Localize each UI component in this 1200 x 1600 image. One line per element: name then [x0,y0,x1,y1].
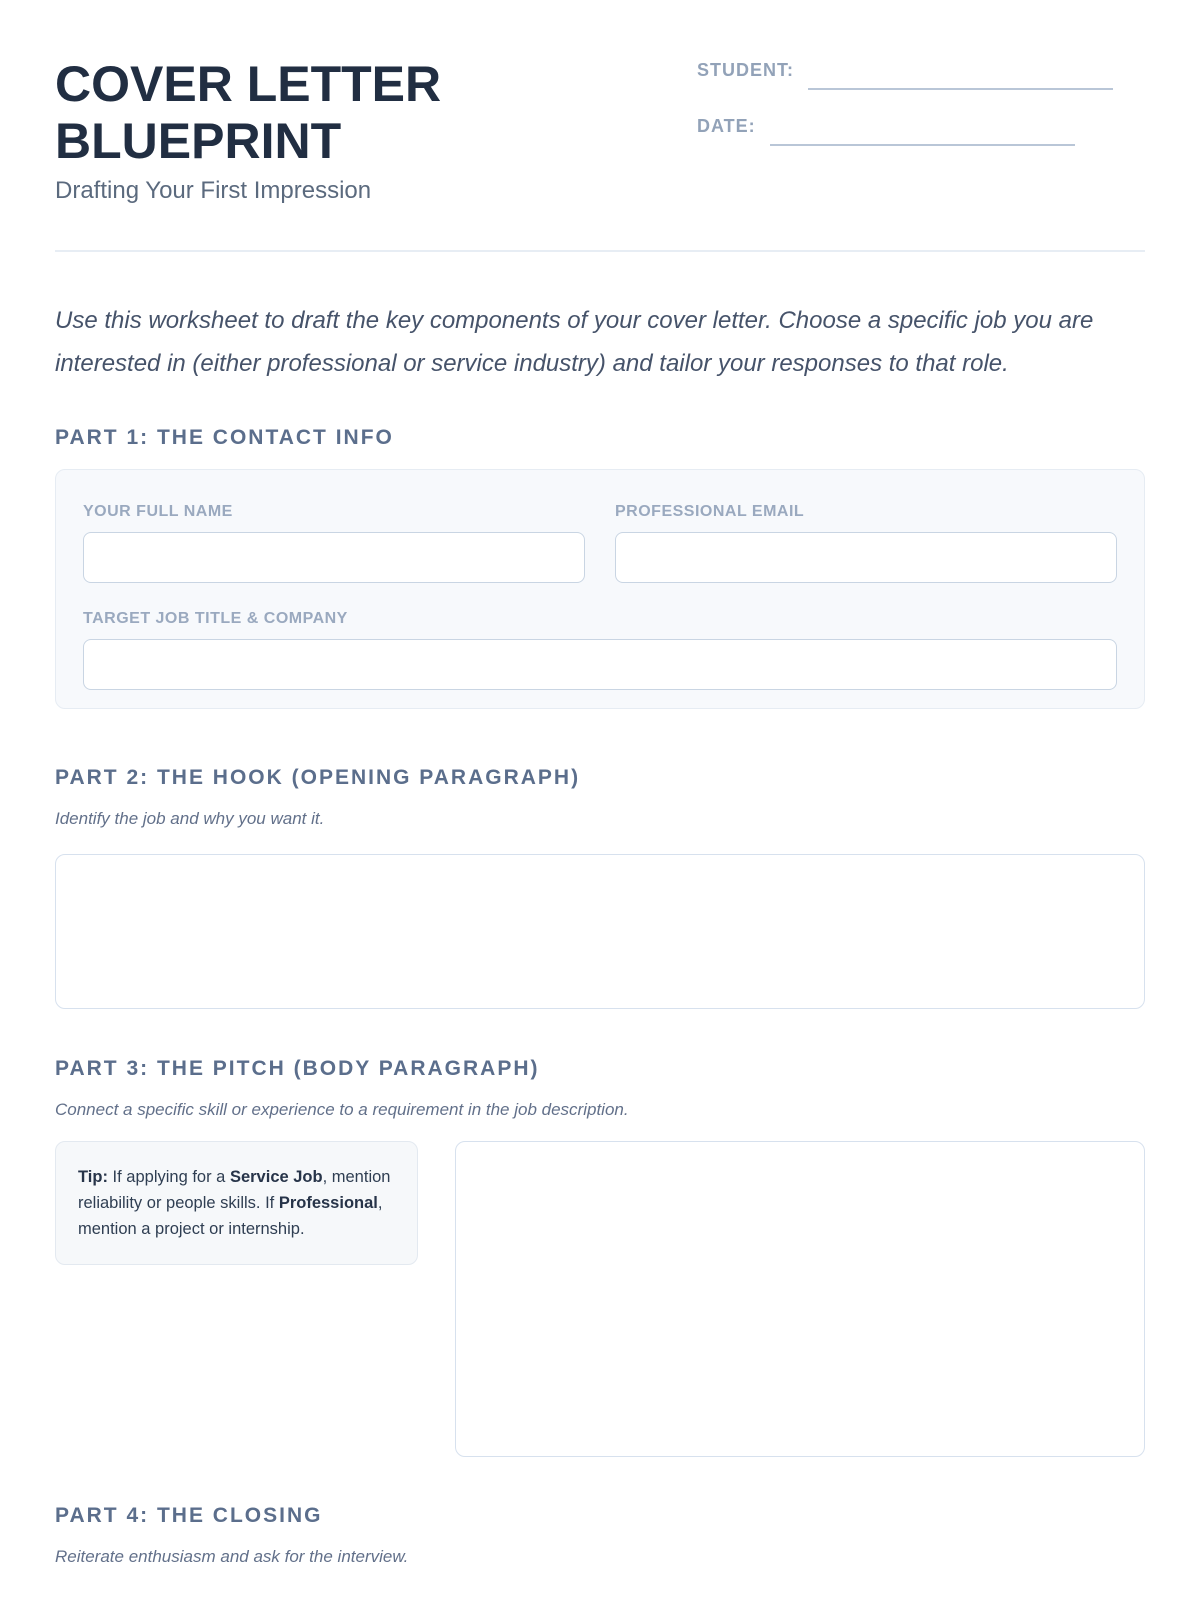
date-label: DATE: [697,116,756,136]
header-title-block [55,48,535,206]
part3-heading: PART 3: THE PITCH (BODY PARAGRAPH) [55,1057,540,1080]
part3-hint: Connect a specific skill or experience to a requirement in the job description. [55,1100,629,1119]
intro-text: Use this worksheet to draft the key components of your cover letter. Choose a specific job you are interested in (either professional or service industry) and tailor your responses to that role. [55,307,1094,377]
student-fill-line [808,88,1113,90]
date-row [697,114,1145,138]
part2-hint: Identify the job and why you want it. [55,809,325,828]
hook-textarea[interactable] [55,854,1145,1009]
part4-heading: PART 4: THE CLOSING [55,1504,323,1527]
part4-hint: Reiterate enthusiasm and ask for the interview. [55,1547,409,1566]
contact-field-row [83,500,1117,583]
email-input[interactable] [615,532,1117,583]
date-fill-line [770,144,1075,146]
job-title-label: TARGET JOB TITLE & COMPANY [83,610,348,627]
page-subtitle: Drafting Your First Impression [55,177,372,204]
full-name-field [83,500,585,583]
student-label: STUDENT: [697,60,794,80]
header-divider [55,250,1145,252]
part1-heading: PART 1: THE CONTACT INFO [55,426,394,449]
student-date-block [697,48,1145,138]
pitch-row [55,1141,1145,1457]
email-field [615,500,1117,583]
header [55,0,1145,206]
email-label: PROFESSIONAL EMAIL [615,503,805,520]
page-title: COVER LETTER BLUEPRINT [55,56,442,169]
full-name-input[interactable] [83,532,585,583]
student-row [697,58,1145,82]
full-name-label: YOUR FULL NAME [83,503,233,520]
part2-heading: PART 2: THE HOOK (OPENING PARAGRAPH) [55,766,581,789]
pitch-textarea[interactable] [455,1141,1145,1457]
contact-info-panel [55,469,1145,709]
tip-text: Tip: If applying for a Service Job, mention reliability or people skills. If Professional, mention a project or internship. [78,1168,391,1238]
job-title-input[interactable] [83,639,1117,690]
tip-box [55,1141,418,1265]
